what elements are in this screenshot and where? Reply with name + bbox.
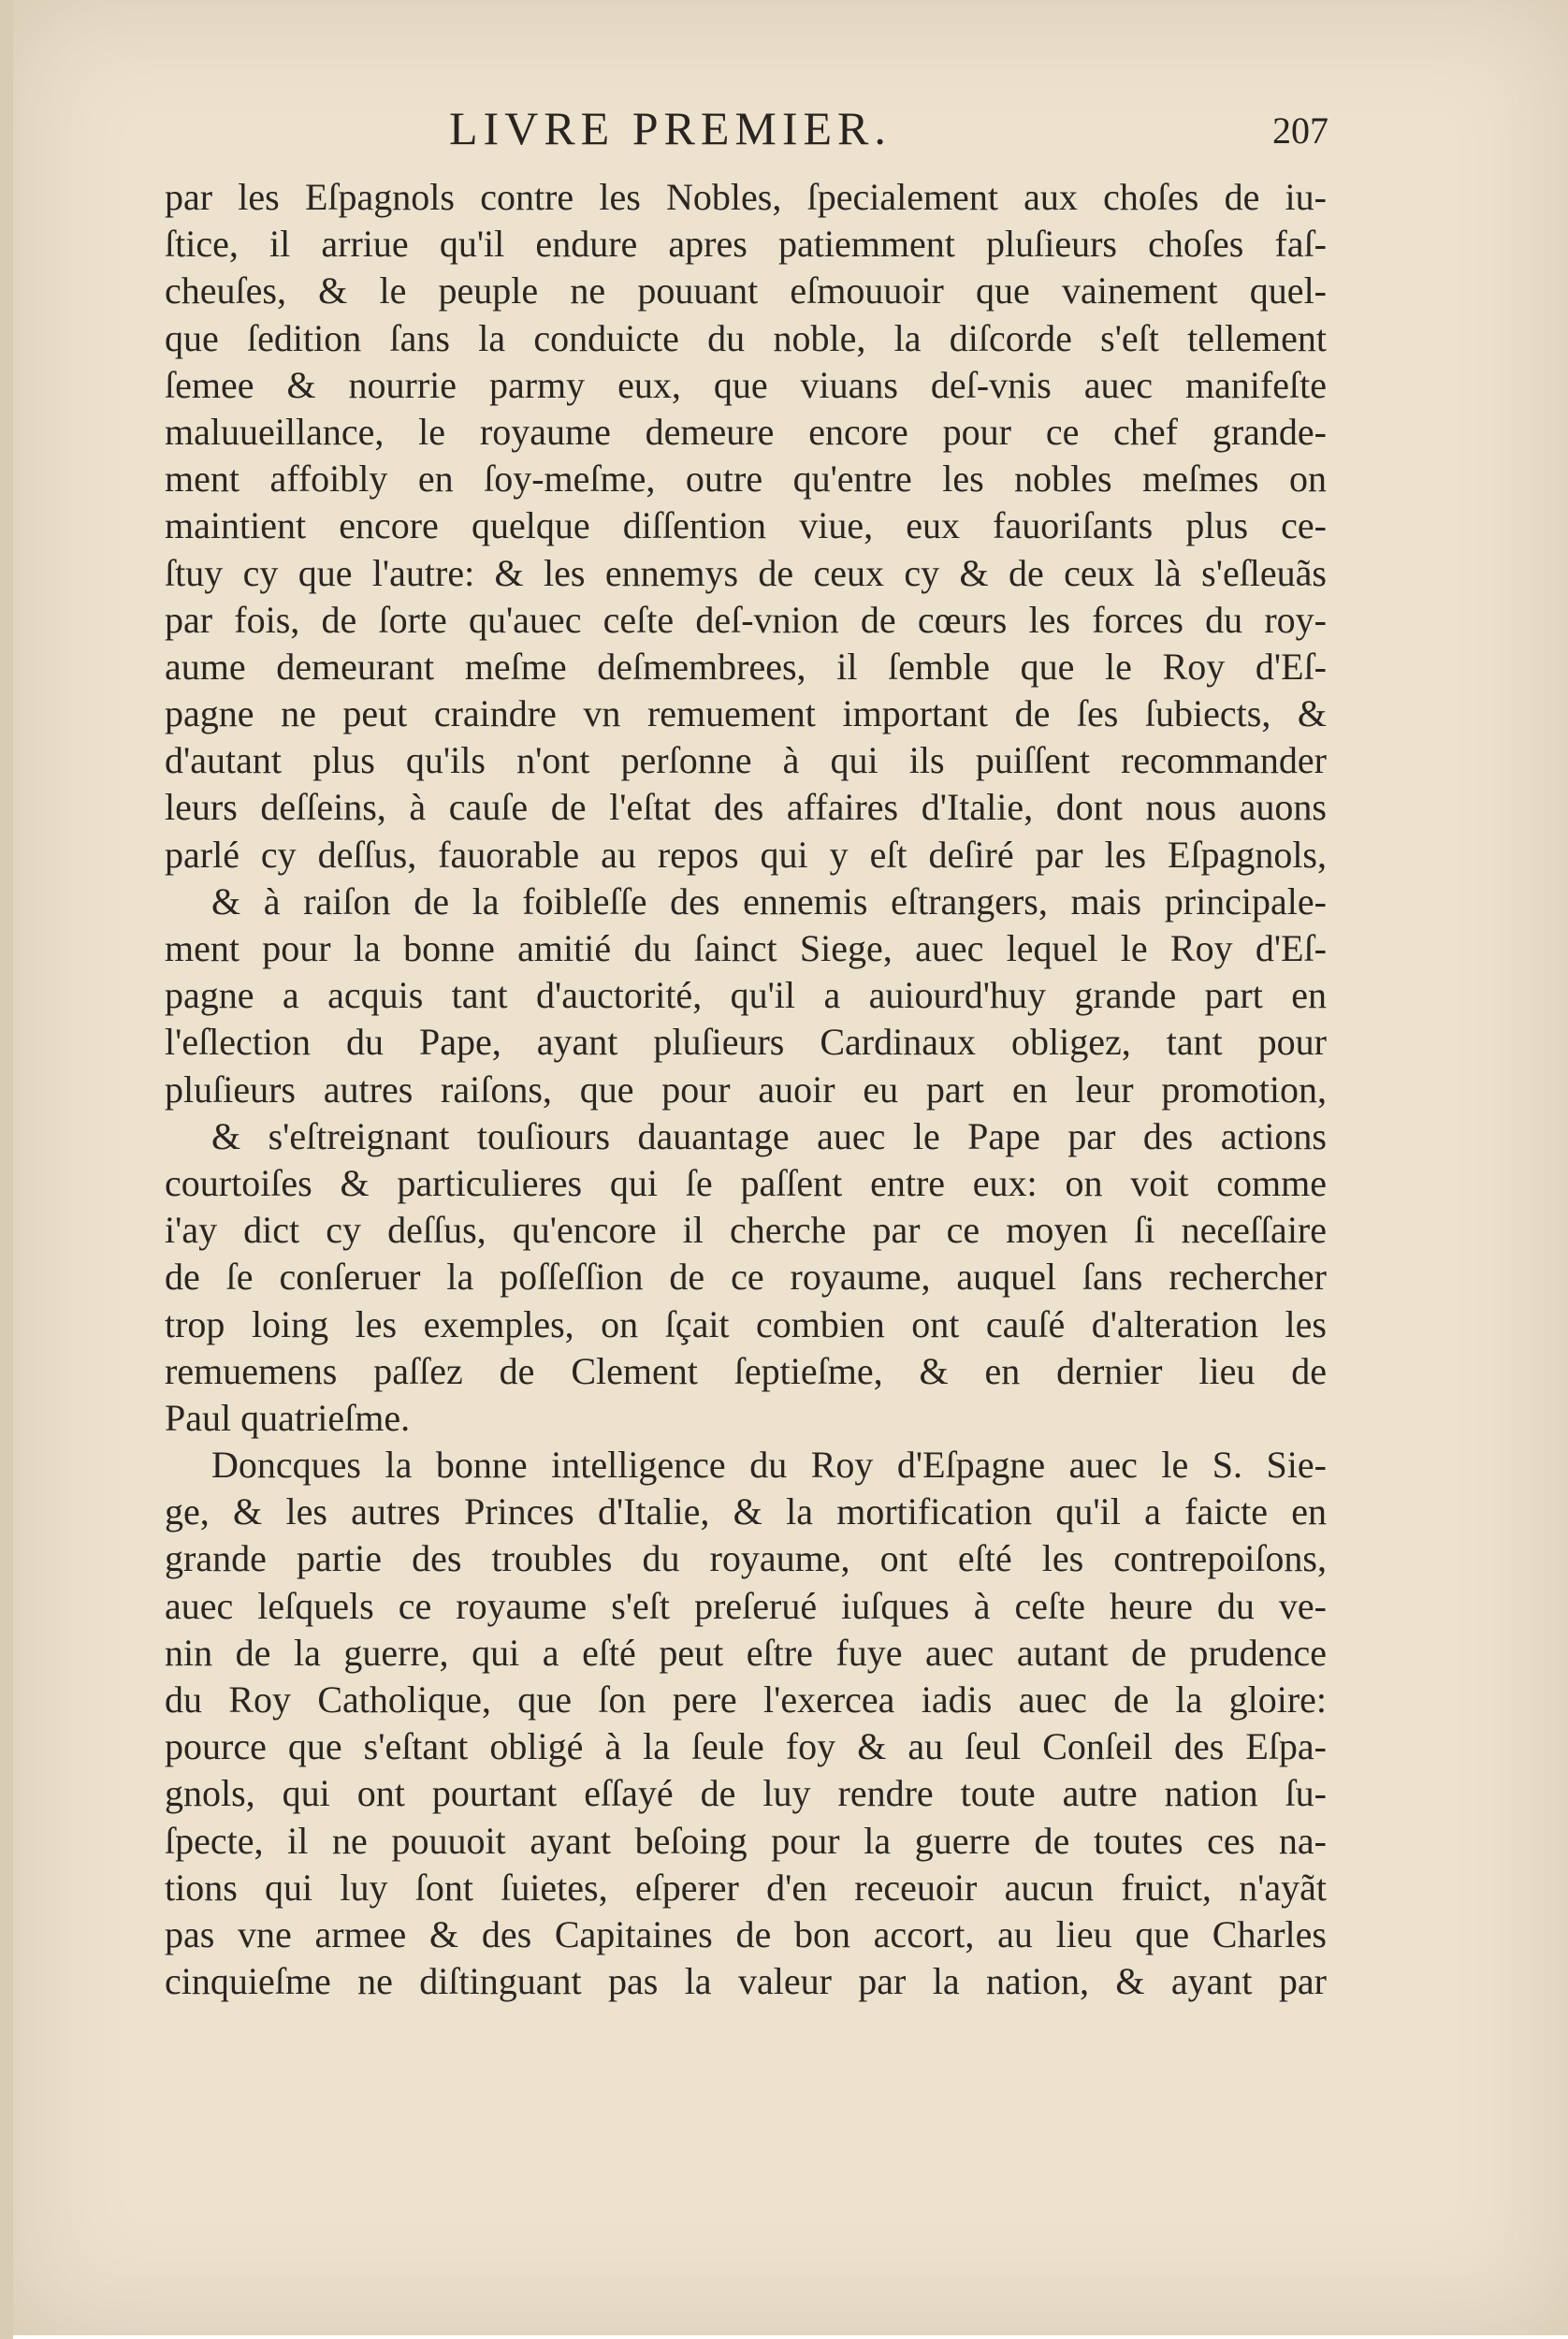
text-line: de ſe conſeruer la poſſeſſion de ce royaume, auquel ſans rechercher (165, 1256, 1327, 1299)
text-line: ſpecte, il ne pouuoit ayant beſoing pour la guerre de toutes ces na- (165, 1819, 1327, 1862)
text-line: du Roy Catholique, que ſon pere l'exercea iadis auec de la gloire: (165, 1678, 1327, 1721)
text-line: maluueillance, le royaume demeure encore pour ce chef grande- (165, 410, 1327, 453)
body-text (165, 174, 1327, 2005)
text-line: maintient encore quelque diſſention viue, eux fauoriſants plus ce- (165, 504, 1327, 547)
text-line: gnols, qui ont pourtant eſſayé de luy rendre toute autre nation ſu- (165, 1772, 1327, 1815)
paragraph-first-line: Doncques la bonne intelligence du Roy d'Eſpagne auec le S. Sie- (211, 1444, 1327, 1487)
text-line: cheuſes, & le peuple ne pouuant eſmouuoir que vainement quel- (165, 269, 1327, 312)
text-line: ment affoibly en ſoy-meſme, outre qu'entre les nobles meſmes on (165, 458, 1327, 501)
text-line: i'ay dict cy deſſus, qu'encore il cherche par ce moyen ſi neceſſaire (165, 1209, 1327, 1252)
text-line: que ſedition ſans la conduicte du noble, la diſcorde s'eſt tellement (165, 316, 1327, 359)
page-gutter-edge (0, 0, 13, 2339)
text-line: leurs deſſeins, à cauſe de l'eſtat des affaires d'Italie, dont nous auons (165, 786, 1327, 829)
text-line: pas vne armee & des Capitaines de bon accort, au lieu que Charles (165, 1912, 1327, 1955)
text-line: remuemens paſſez de Clement ſeptieſme, & en dernier lieu de (165, 1349, 1327, 1392)
text-line: & s'eſtreignant touſiours dauantage auec le Pape par des actions (211, 1114, 1327, 1157)
text-line: nin de la guerre, qui a eſté peut eſtre fuye auec autant de prudence (165, 1631, 1327, 1674)
text-line: ge, & les autres Princes d'Italie, & la mortification qu'il a faicte en (165, 1490, 1327, 1533)
text-line: & à raiſon de la foibleſſe des ennemis eſtrangers, mais principale- (211, 879, 1327, 923)
text-line: grande partie des troubles du royaume, ont eſté les contrepoiſons, (165, 1537, 1327, 1580)
text-line: courtoiſes & particulieres qui ſe paſſent entre eux: on voit comme (165, 1161, 1327, 1204)
text-line: ſtice, il arriue qu'il endure apres patiemment pluſieurs choſes faſ- (165, 223, 1327, 266)
text-line: pagne a acquis tant d'auctorité, qu'il a auiourd'huy grande part en (165, 974, 1327, 1017)
text-line: ſtuy cy que l'autre: & les ennemys de ceux cy & de ceux là s'eſleuãs (165, 551, 1327, 594)
page-number: 207 (1272, 109, 1328, 152)
text-line: l'eſlection du Pape, ayant pluſieurs Cardinaux obligez, tant pour (165, 1021, 1327, 1064)
text-line: pagne ne peut craindre vn remuement important de ſes ſubiects, & (165, 692, 1327, 735)
text-line: trop loing les exemples, on ſçait combien ont cauſé d'alteration les (165, 1302, 1327, 1345)
text-line: tions qui luy ſont ſuietes, eſperer d'en receuoir aucun fruict, n'ayãt (165, 1866, 1327, 1909)
text-line: par fois, de ſorte qu'auec ceſte deſ-vnion de cœurs les forces du roy- (165, 598, 1327, 641)
text-line: aume demeurant meſme deſmembrees, il ſemble que le Roy d'Eſ- (165, 645, 1327, 688)
text-line: d'autant plus qu'ils n'ont perſonne à qui ils puiſſent recommander (165, 739, 1327, 782)
text-line: pluſieurs autres raiſons, que pour auoir eu part en leur promotion, (165, 1068, 1327, 1111)
text-line: auec leſquels ce royaume s'eſt preſerué iuſques à ceſte heure du ve- (165, 1584, 1327, 1627)
running-head (168, 101, 1328, 167)
text-line: par les Eſpagnols contre les Nobles, ſpecialement aux choſes de iu- (165, 176, 1327, 218)
text-line: parlé cy deſſus, fauorable au repos qui y eſt deſiré par les Eſpagnols, (165, 833, 1327, 876)
text-line: pource que s'eſtant obligé à la ſeule foy & au ſeul Conſeil des Eſpa- (165, 1725, 1327, 1768)
text-line: ſemee & nourrie parmy eux, que viuans deſ-vnis auec manifeſte (165, 363, 1327, 406)
running-title: LIVRE PREMIER. (449, 102, 892, 154)
text-line: cinquieſme ne diſtinguant pas la valeur par la nation, & ayant par (165, 1960, 1327, 2003)
paragraph-last-line: Paul quatrieſme. (165, 1396, 411, 1439)
text-line: ment pour la bonne amitié du ſainct Siege, auec lequel le Roy d'Eſ- (165, 927, 1327, 969)
